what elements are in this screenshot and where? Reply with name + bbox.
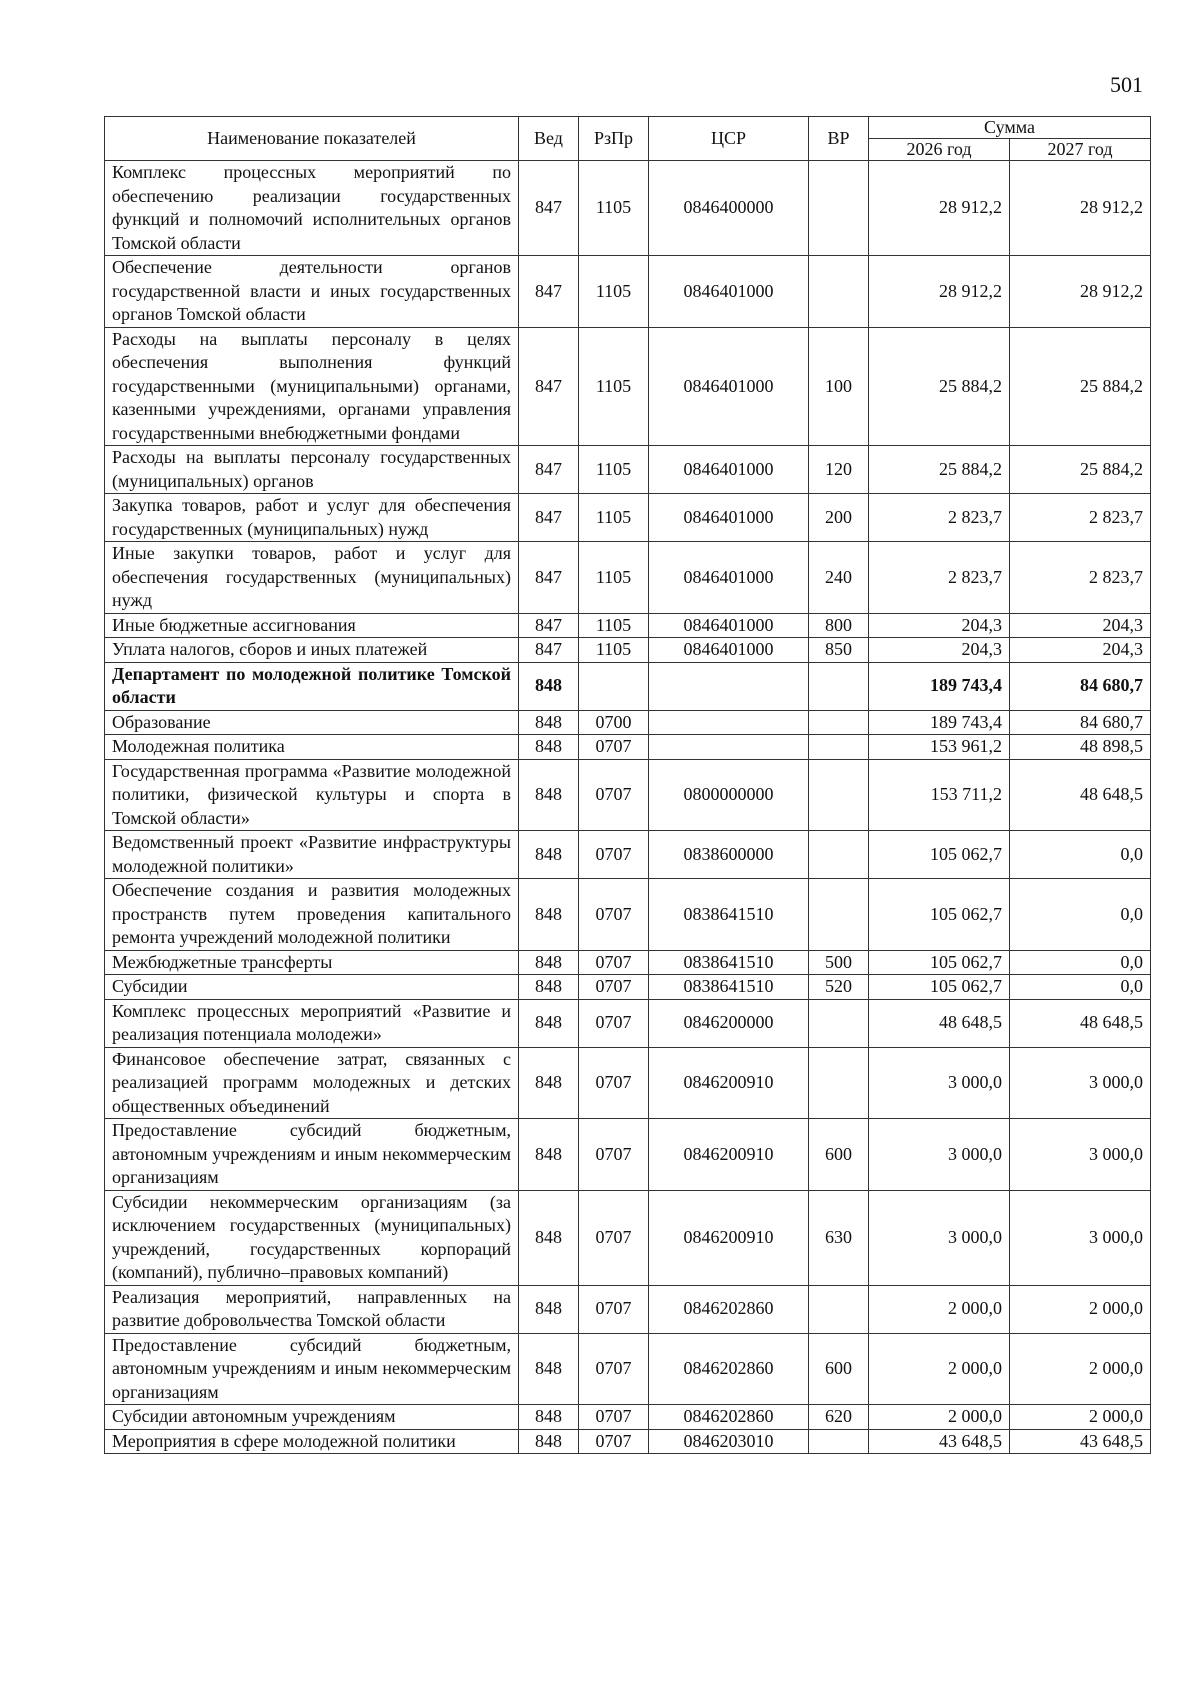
cell-csr: 0838641510	[649, 975, 809, 1000]
cell-2027: 2 000,0	[1010, 1285, 1151, 1333]
cell-vr: 100	[809, 327, 869, 446]
cell-vr: 630	[809, 1190, 869, 1285]
cell-vr	[809, 1047, 869, 1119]
table-row	[105, 759, 1151, 831]
cell-vr: 240	[809, 542, 869, 614]
cell-ved: 848	[519, 1047, 579, 1119]
cell-csr: 0846202860	[649, 1285, 809, 1333]
table-row	[105, 494, 1151, 542]
cell-ved: 847	[519, 638, 579, 663]
cell-2027: 3 000,0	[1010, 1119, 1151, 1191]
cell-ved: 848	[519, 759, 579, 831]
cell-ved: 848	[519, 1429, 579, 1454]
budget-table	[104, 116, 1151, 1454]
cell-csr: 0846203010	[649, 1429, 809, 1454]
cell-2027: 43 648,5	[1010, 1429, 1151, 1454]
table-row	[105, 327, 1151, 446]
cell-csr: 0838600000	[649, 831, 809, 879]
cell-2027: 2 000,0	[1010, 1405, 1151, 1430]
cell-name: Реализация мероприятий, направленных на развитие добровольчества Томской области	[105, 1285, 519, 1333]
cell-rzpr: 0707	[579, 735, 649, 760]
cell-vr: 620	[809, 1405, 869, 1430]
cell-2027: 28 912,2	[1010, 161, 1151, 256]
cell-rzpr: 1105	[579, 161, 649, 256]
cell-vr: 520	[809, 975, 869, 1000]
cell-rzpr: 0707	[579, 759, 649, 831]
cell-2026: 105 062,7	[869, 831, 1010, 879]
cell-rzpr: 1105	[579, 542, 649, 614]
cell-2026: 28 912,2	[869, 256, 1010, 328]
table-row	[105, 542, 1151, 614]
cell-vr: 600	[809, 1119, 869, 1191]
table-row	[105, 1047, 1151, 1119]
cell-vr	[809, 735, 869, 760]
cell-ved: 848	[519, 999, 579, 1047]
cell-csr: 0846202860	[649, 1333, 809, 1405]
cell-name: Обеспечение деятельности органов государственной власти и иных государственных органов Томской области	[105, 256, 519, 328]
header-name: Наименование показателей	[105, 117, 519, 161]
cell-rzpr: 1105	[579, 256, 649, 328]
cell-vr: 850	[809, 638, 869, 663]
cell-2026: 43 648,5	[869, 1429, 1010, 1454]
table-row	[105, 161, 1151, 256]
cell-vr	[809, 879, 869, 951]
cell-rzpr: 0707	[579, 879, 649, 951]
cell-rzpr: 0707	[579, 1333, 649, 1405]
cell-2026: 2 000,0	[869, 1405, 1010, 1430]
cell-vr	[809, 759, 869, 831]
table-row	[105, 999, 1151, 1047]
cell-ved: 847	[519, 613, 579, 638]
cell-name: Обеспечение создания и развития молодежных пространств путем проведения капитального ремонта учреждений молодежной политики	[105, 879, 519, 951]
cell-2026: 105 062,7	[869, 975, 1010, 1000]
cell-ved: 848	[519, 1285, 579, 1333]
cell-ved: 848	[519, 662, 579, 710]
table-row	[105, 975, 1151, 1000]
cell-rzpr: 0707	[579, 950, 649, 975]
cell-rzpr: 0707	[579, 1190, 649, 1285]
cell-name: Субсидии автономным учреждениям	[105, 1405, 519, 1430]
cell-vr: 800	[809, 613, 869, 638]
table-body	[105, 161, 1151, 1454]
table-row	[105, 879, 1151, 951]
cell-rzpr: 0707	[579, 1429, 649, 1454]
cell-rzpr: 1105	[579, 327, 649, 446]
table-row	[105, 1405, 1151, 1430]
cell-csr: 0846401000	[649, 638, 809, 663]
cell-rzpr: 0707	[579, 999, 649, 1047]
cell-name: Расходы на выплаты персоналу государственных (муниципальных) органов	[105, 446, 519, 494]
cell-rzpr: 0707	[579, 831, 649, 879]
cell-ved: 848	[519, 879, 579, 951]
cell-ved: 847	[519, 327, 579, 446]
page-number: 501	[1110, 72, 1143, 97]
cell-2027: 48 898,5	[1010, 735, 1151, 760]
cell-2026: 153 961,2	[869, 735, 1010, 760]
cell-name: Иные закупки товаров, работ и услуг для обеспечения государственных (муниципальных) нужд	[105, 542, 519, 614]
cell-rzpr: 1105	[579, 446, 649, 494]
cell-ved: 848	[519, 831, 579, 879]
cell-ved: 847	[519, 161, 579, 256]
table-header	[105, 117, 1151, 161]
cell-name: Предоставление субсидий бюджетным, автономным учреждениям и иным некоммерческим организациям	[105, 1333, 519, 1405]
cell-2026: 105 062,7	[869, 950, 1010, 975]
cell-2027: 204,3	[1010, 638, 1151, 663]
cell-csr: 0846400000	[649, 161, 809, 256]
cell-2026: 3 000,0	[869, 1119, 1010, 1191]
table-row	[105, 446, 1151, 494]
cell-2027: 25 884,2	[1010, 446, 1151, 494]
cell-2026: 153 711,2	[869, 759, 1010, 831]
cell-2027: 2 823,7	[1010, 494, 1151, 542]
table-row	[105, 1190, 1151, 1285]
cell-2027: 2 823,7	[1010, 542, 1151, 614]
cell-vr: 120	[809, 446, 869, 494]
cell-name: Субсидии	[105, 975, 519, 1000]
cell-vr	[809, 256, 869, 328]
cell-2026: 2 823,7	[869, 494, 1010, 542]
cell-name: Расходы на выплаты персоналу в целях обеспечения выполнения функций государственными (муниципальными) органами, казенными учреждениями, органами управления государственными внебюджетными фондами	[105, 327, 519, 446]
cell-ved: 848	[519, 710, 579, 735]
cell-2026: 25 884,2	[869, 327, 1010, 446]
header-vr: ВР	[809, 117, 869, 161]
cell-name: Комплекс процессных мероприятий по обеспечению реализации государственных функций и полномочий исполнительных органов Томской области	[105, 161, 519, 256]
header-year-2027: 2027 год	[1010, 139, 1151, 161]
cell-csr: 0838641510	[649, 879, 809, 951]
cell-2026: 189 743,4	[869, 710, 1010, 735]
cell-vr	[809, 831, 869, 879]
cell-2027: 0,0	[1010, 879, 1151, 951]
cell-rzpr: 0707	[579, 975, 649, 1000]
cell-2027: 0,0	[1010, 831, 1151, 879]
cell-vr: 500	[809, 950, 869, 975]
cell-csr: 0846401000	[649, 542, 809, 614]
cell-2026: 2 823,7	[869, 542, 1010, 614]
cell-ved: 848	[519, 1119, 579, 1191]
cell-rzpr: 0707	[579, 1119, 649, 1191]
cell-2027: 204,3	[1010, 613, 1151, 638]
cell-csr: 0838641510	[649, 950, 809, 975]
cell-vr	[809, 161, 869, 256]
cell-vr	[809, 662, 869, 710]
table-row	[105, 662, 1151, 710]
cell-name: Государственная программа «Развитие молодежной политики, физической культуры и спорта в Томской области»	[105, 759, 519, 831]
cell-name: Иные бюджетные ассигнования	[105, 613, 519, 638]
table-row	[105, 735, 1151, 760]
cell-2027: 0,0	[1010, 950, 1151, 975]
cell-ved: 848	[519, 950, 579, 975]
table-row	[105, 950, 1151, 975]
cell-vr	[809, 1285, 869, 1333]
cell-ved: 847	[519, 542, 579, 614]
cell-name: Молодежная политика	[105, 735, 519, 760]
cell-csr: 0800000000	[649, 759, 809, 831]
cell-2027: 0,0	[1010, 975, 1151, 1000]
table-row	[105, 613, 1151, 638]
cell-name: Закупка товаров, работ и услуг для обеспечения государственных (муниципальных) нужд	[105, 494, 519, 542]
cell-name: Ведомственный проект «Развитие инфраструктуры молодежной политики»	[105, 831, 519, 879]
cell-vr: 600	[809, 1333, 869, 1405]
cell-2026: 25 884,2	[869, 446, 1010, 494]
cell-rzpr: 0707	[579, 1285, 649, 1333]
table-row	[105, 1429, 1151, 1454]
table-row	[105, 1285, 1151, 1333]
header-ved: Вед	[519, 117, 579, 161]
cell-ved: 847	[519, 256, 579, 328]
cell-vr	[809, 1429, 869, 1454]
cell-csr	[649, 662, 809, 710]
cell-csr: 0846401000	[649, 256, 809, 328]
cell-2027: 48 648,5	[1010, 759, 1151, 831]
cell-csr: 0846401000	[649, 494, 809, 542]
cell-name: Мероприятия в сфере молодежной политики	[105, 1429, 519, 1454]
cell-2026: 105 062,7	[869, 879, 1010, 951]
cell-2026: 28 912,2	[869, 161, 1010, 256]
cell-csr: 0846401000	[649, 327, 809, 446]
cell-2026: 2 000,0	[869, 1285, 1010, 1333]
cell-name: Субсидии некоммерческим организациям (за исключением государственных (муниципальных) учреждений, государственных корпораций (компаний), публично–правовых компаний)	[105, 1190, 519, 1285]
cell-vr	[809, 710, 869, 735]
cell-name: Образование	[105, 710, 519, 735]
table-row	[105, 1119, 1151, 1191]
cell-csr	[649, 735, 809, 760]
cell-2027: 48 648,5	[1010, 999, 1151, 1047]
cell-2026: 204,3	[869, 638, 1010, 663]
cell-2027: 84 680,7	[1010, 662, 1151, 710]
cell-ved: 847	[519, 494, 579, 542]
cell-csr: 0846202860	[649, 1405, 809, 1430]
cell-rzpr: 1105	[579, 494, 649, 542]
cell-2027: 3 000,0	[1010, 1190, 1151, 1285]
cell-2027: 28 912,2	[1010, 256, 1151, 328]
cell-csr: 0846401000	[649, 613, 809, 638]
cell-2026: 2 000,0	[869, 1333, 1010, 1405]
cell-2026: 3 000,0	[869, 1047, 1010, 1119]
cell-vr	[809, 999, 869, 1047]
cell-ved: 848	[519, 975, 579, 1000]
cell-2027: 84 680,7	[1010, 710, 1151, 735]
table-row	[105, 710, 1151, 735]
cell-name: Департамент по молодежной политике Томской области	[105, 662, 519, 710]
table-row	[105, 1333, 1151, 1405]
cell-2026: 189 743,4	[869, 662, 1010, 710]
cell-rzpr: 0707	[579, 1405, 649, 1430]
cell-ved: 848	[519, 1190, 579, 1285]
header-year-2026: 2026 год	[869, 139, 1010, 161]
cell-ved: 847	[519, 446, 579, 494]
cell-2026: 3 000,0	[869, 1190, 1010, 1285]
cell-2027: 25 884,2	[1010, 327, 1151, 446]
cell-2027: 2 000,0	[1010, 1333, 1151, 1405]
cell-csr: 0846200910	[649, 1190, 809, 1285]
cell-name: Межбюджетные трансферты	[105, 950, 519, 975]
cell-ved: 848	[519, 1333, 579, 1405]
table-row	[105, 256, 1151, 328]
cell-csr: 0846401000	[649, 446, 809, 494]
cell-2026: 204,3	[869, 613, 1010, 638]
cell-rzpr: 1105	[579, 613, 649, 638]
cell-2026: 48 648,5	[869, 999, 1010, 1047]
cell-name: Комплекс процессных мероприятий «Развитие и реализация потенциала молодежи»	[105, 999, 519, 1047]
cell-rzpr: 0700	[579, 710, 649, 735]
cell-ved: 848	[519, 1405, 579, 1430]
cell-name: Предоставление субсидий бюджетным, автономным учреждениям и иным некоммерческим организациям	[105, 1119, 519, 1191]
cell-csr: 0846200910	[649, 1047, 809, 1119]
cell-vr: 200	[809, 494, 869, 542]
cell-2027: 3 000,0	[1010, 1047, 1151, 1119]
cell-name: Уплата налогов, сборов и иных платежей	[105, 638, 519, 663]
header-rzpr: РзПр	[579, 117, 649, 161]
cell-rzpr: 0707	[579, 1047, 649, 1119]
cell-name: Финансовое обеспечение затрат, связанных с реализацией программ молодежных и детских общественных объединений	[105, 1047, 519, 1119]
header-sum: Сумма	[869, 117, 1151, 139]
table-row	[105, 638, 1151, 663]
cell-rzpr: 1105	[579, 638, 649, 663]
cell-csr: 0846200000	[649, 999, 809, 1047]
header-csr: ЦСР	[649, 117, 809, 161]
cell-rzpr	[579, 662, 649, 710]
cell-csr: 0846200910	[649, 1119, 809, 1191]
table-row	[105, 831, 1151, 879]
cell-ved: 848	[519, 735, 579, 760]
cell-csr	[649, 710, 809, 735]
